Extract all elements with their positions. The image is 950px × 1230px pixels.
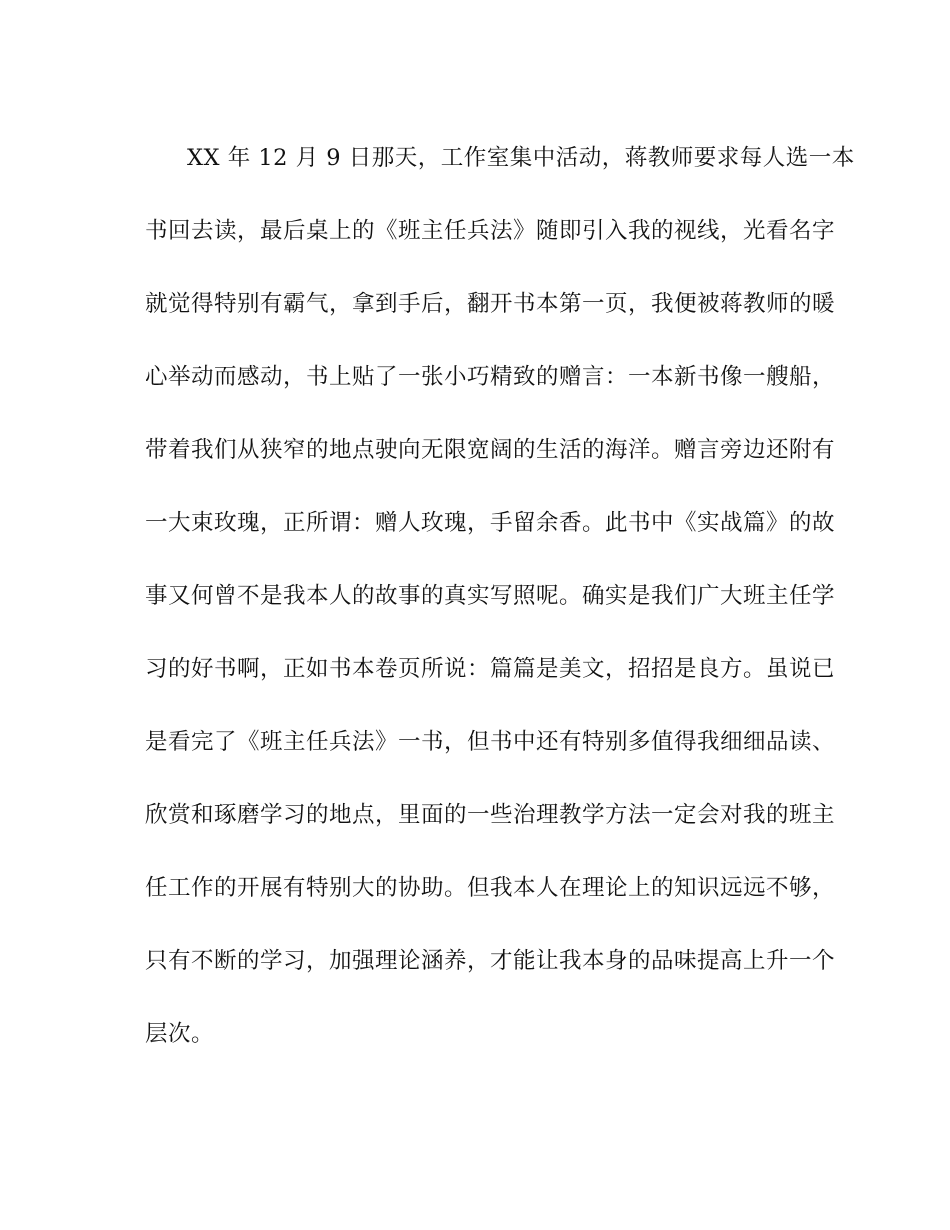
paragraph-line: 只有不断的学习，加强理论涵养，才能让我本身的品味提高上升一个 bbox=[145, 948, 836, 974]
paragraph-line: 就觉得特别有霸气，拿到手后，翻开书本第一页，我便被蒋教师的暖 bbox=[145, 291, 836, 317]
paragraph-line: 任工作的开展有特别大的协助。但我本人在理论上的知识远远不够， bbox=[145, 875, 836, 901]
paragraph-line: 层次。 bbox=[145, 1021, 215, 1047]
paragraph-line: 一大束玫瑰，正所谓：赠人玫瑰，手留余香。此书中《实战篇》的故 bbox=[145, 510, 836, 536]
paragraph-line: 心举动而感动，书上贴了一张小巧精致的赠言：一本新书像一艘船， bbox=[145, 364, 836, 390]
paragraph-line: 事又何曾不是我本人的故事的真实写照呢。确实是我们广大班主任学 bbox=[145, 583, 836, 609]
paragraph-line: 是看完了《班主任兵法》一书，但书中还有特别多值得我细细品读、 bbox=[145, 729, 836, 755]
paragraph-line: 习的好书啊，正如书本卷页所说：篇篇是美文，招招是良方。虽说已 bbox=[145, 656, 836, 682]
paragraph-line: 书回去读，最后桌上的《班主任兵法》随即引入我的视线，光看名字 bbox=[145, 218, 836, 244]
paragraph-line: 欣赏和琢磨学习的地点，里面的一些治理教学方法一定会对我的班主 bbox=[145, 802, 836, 828]
paragraph-line: 带着我们从狭窄的地点驶向无限宽阔的生活的海洋。赠言旁边还附有 bbox=[145, 437, 836, 463]
paragraph-line: XX 年 12 月 9 日那天，工作室集中活动，蒋教师要求每人选一本 bbox=[187, 145, 855, 171]
